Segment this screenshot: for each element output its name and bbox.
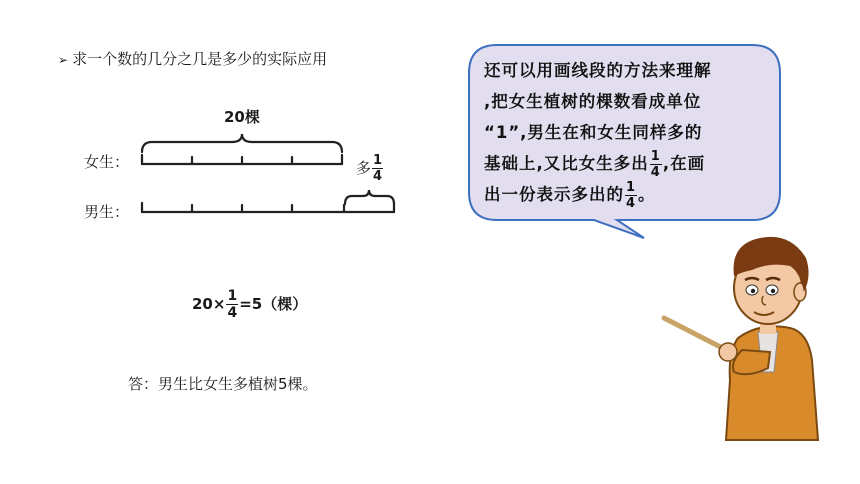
bubble-fraction-2: $\frac{1}{4}$: [626, 180, 637, 211]
extra-label: 多 $\frac{1}{4}$: [356, 153, 383, 184]
bullet-arrow-icon: ➢: [58, 53, 69, 67]
girls-label: 女生：: [84, 153, 130, 171]
answer-text: 答：男生比女生多植树5棵。: [128, 375, 318, 393]
bubble-text: 还可以用画线段的方法来理解 ,把女生植树的棵数看成单位 “1”,男生在和女生同样多的 基础上,又比女生多出 $\frac{1}{4}$ ,在画 出一份表示多出的 $\frac{1}{4}$ 。: [484, 61, 712, 211]
heading-text: 求一个数的几分之几是多少的实际应用: [72, 50, 328, 68]
formula-fraction: $\frac{1}{4}$: [227, 288, 238, 321]
boys-label: 男生：: [84, 203, 130, 221]
total-label: 20棵: [224, 108, 260, 126]
extra-fraction: $\frac{1}{4}$: [373, 153, 383, 184]
formula: 20× $\frac{1}{4}$ =5（棵）: [192, 288, 308, 321]
bubble-fraction-1: $\frac{1}{4}$: [650, 149, 661, 180]
